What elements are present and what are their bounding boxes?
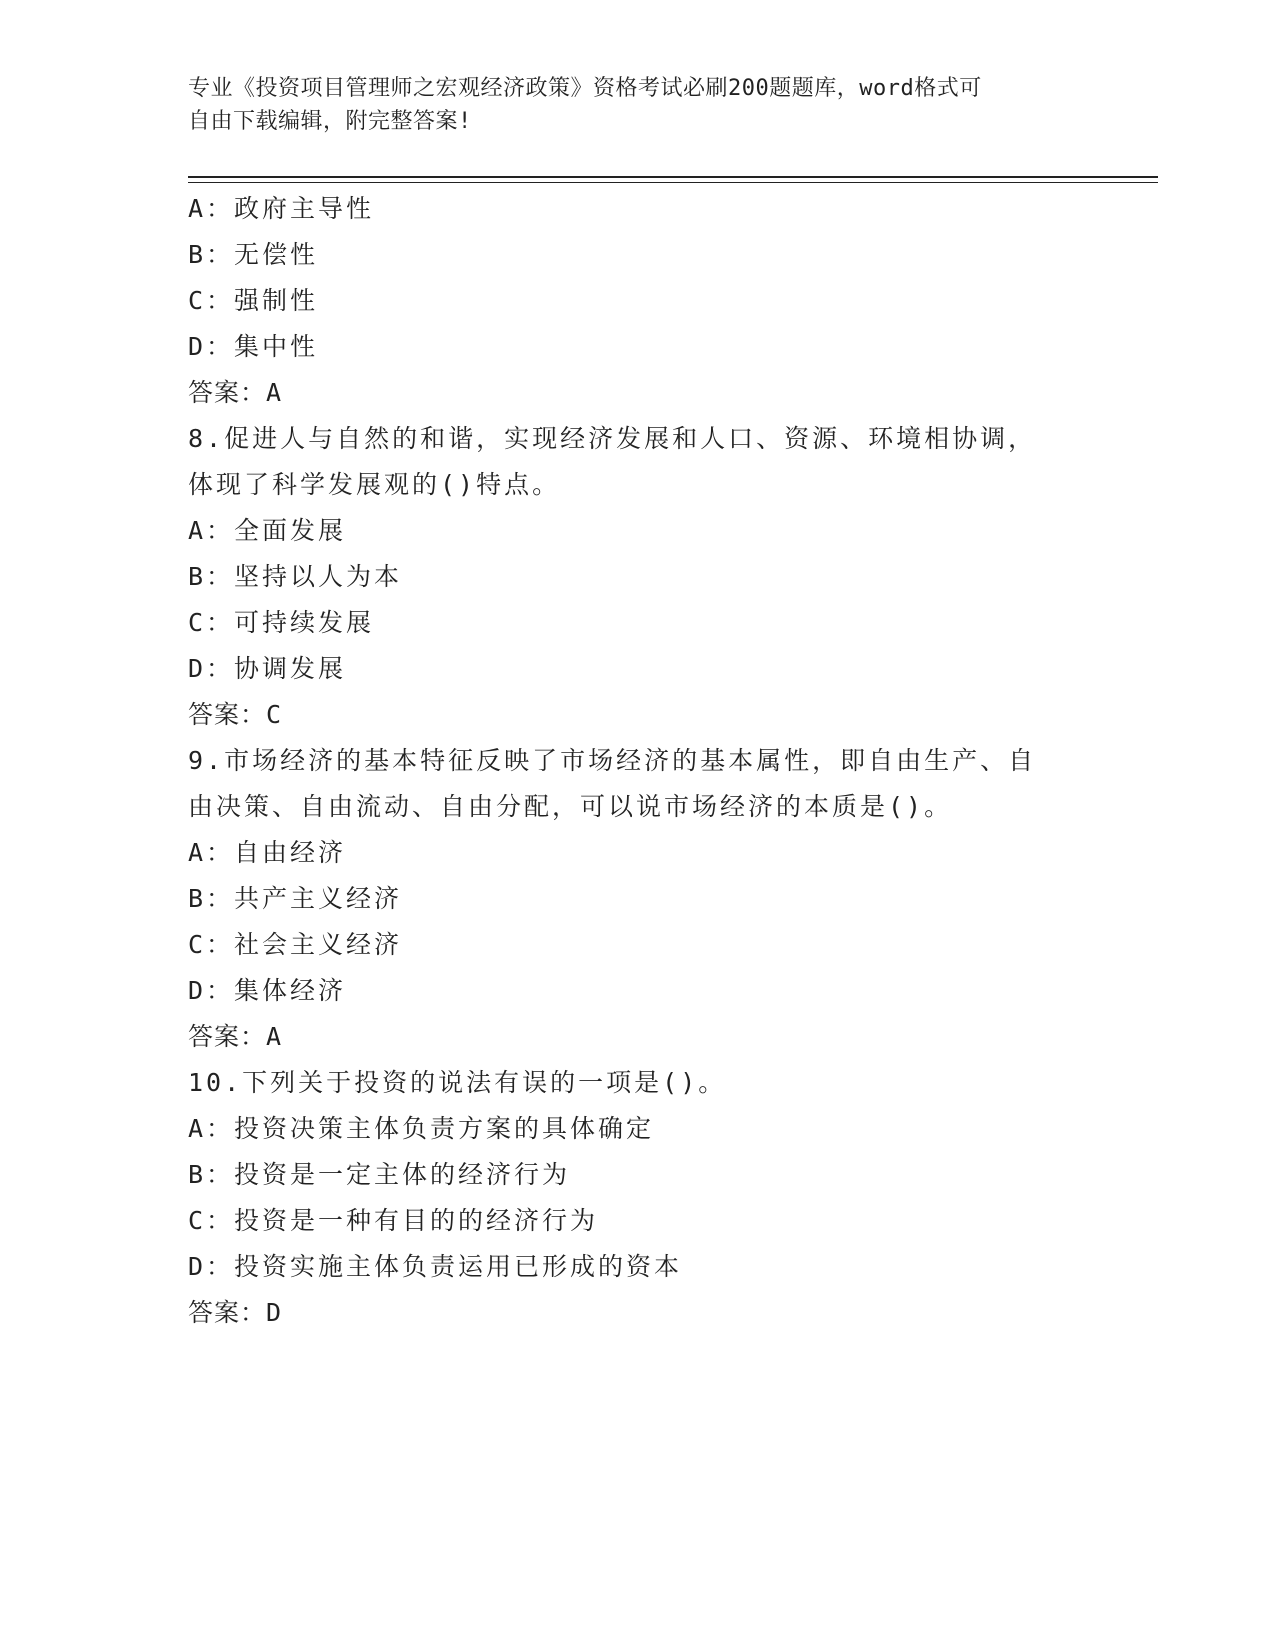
question-stem-line-2: 体现了科学发展观的()特点。 xyxy=(188,470,561,499)
question-stem xyxy=(188,416,1088,508)
question-stem-line-1: 9.市场经济的基本特征反映了市场经济的基本属性，即自由生产、自 xyxy=(188,746,1037,775)
option-c: C：投资是一种有目的的经济行为 xyxy=(188,1206,599,1235)
option-c: C：强制性 xyxy=(188,286,319,315)
answer-line: 答案：A xyxy=(188,1022,283,1051)
option-c: C：可持续发展 xyxy=(188,608,375,637)
question-stem-line-2: 由决策、自由流动、自由分配，可以说市场经济的本质是()。 xyxy=(188,792,953,821)
question-stem-line-1: 10.下列关于投资的说法有误的一项是()。 xyxy=(188,1068,727,1097)
document-header xyxy=(188,72,1088,138)
question-stem-line-1: 8.促进人与自然的和谐，实现经济发展和人口、资源、环境相协调， xyxy=(188,424,1037,453)
option-a: A：自由经济 xyxy=(188,838,347,867)
answer-line: 答案：D xyxy=(188,1298,283,1327)
option-d: D：集体经济 xyxy=(188,976,347,1005)
question-list xyxy=(188,186,1088,1336)
option-b: B：共产主义经济 xyxy=(188,884,403,913)
question-stem xyxy=(188,1060,1088,1106)
question-block-7 xyxy=(188,186,1088,416)
header-rule-thick xyxy=(188,176,1158,178)
option-b: B：投资是一定主体的经济行为 xyxy=(188,1160,571,1189)
option-b: B：无偿性 xyxy=(188,240,319,269)
option-c: C：社会主义经济 xyxy=(188,930,403,959)
header-line-1: 专业《投资项目管理师之宏观经济政策》资格考试必刷200题题库，word格式可 xyxy=(188,76,982,101)
question-stem xyxy=(188,738,1088,830)
header-line-2: 自由下载编辑，附完整答案! xyxy=(188,109,472,134)
option-b: B：坚持以人为本 xyxy=(188,562,403,591)
option-d: D：投资实施主体负责运用已形成的资本 xyxy=(188,1252,683,1281)
question-block-9 xyxy=(188,738,1088,1060)
question-block-8 xyxy=(188,416,1088,738)
answer-line: 答案：C xyxy=(188,700,283,729)
option-a: A：政府主导性 xyxy=(188,194,375,223)
question-block-10 xyxy=(188,1060,1088,1336)
option-a: A：全面发展 xyxy=(188,516,347,545)
option-a: A：投资决策主体负责方案的具体确定 xyxy=(188,1114,655,1143)
header-rule-thin xyxy=(188,182,1158,183)
answer-line: 答案：A xyxy=(188,378,283,407)
option-d: D：集中性 xyxy=(188,332,319,361)
option-d: D：协调发展 xyxy=(188,654,347,683)
